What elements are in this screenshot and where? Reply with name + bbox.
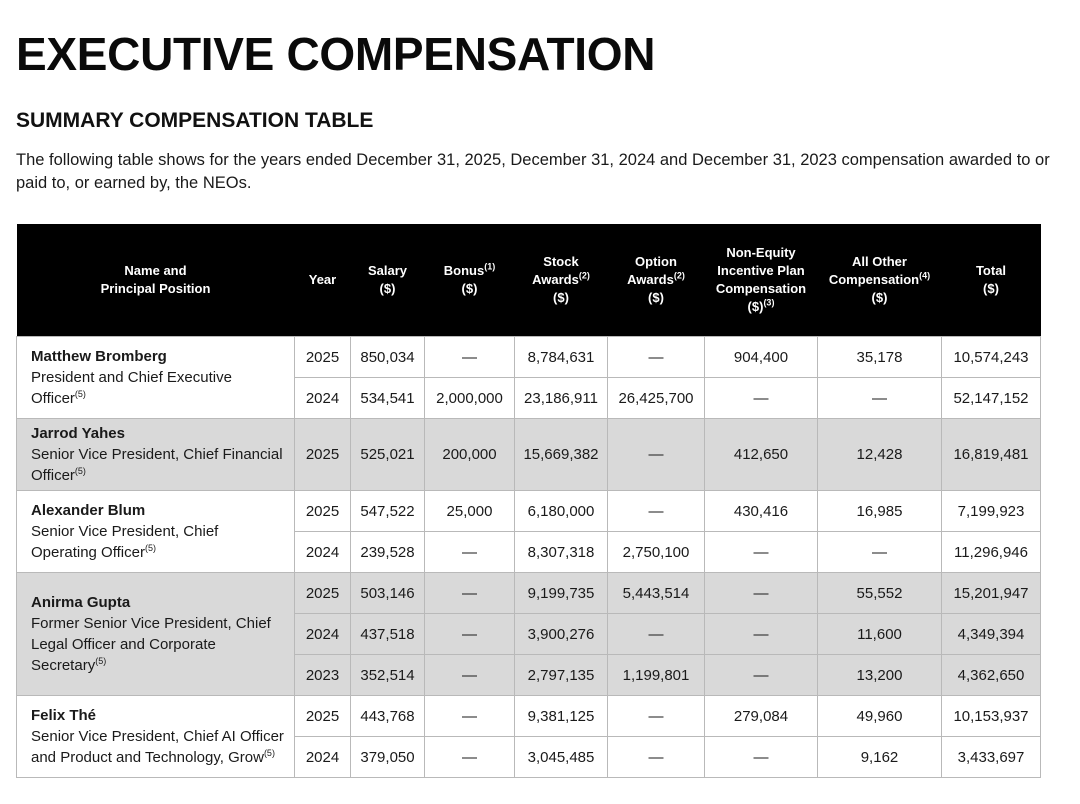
- cell-non-equity: 430,416: [705, 491, 818, 532]
- header-line: ($): [871, 290, 888, 305]
- cell-year: 2024: [295, 532, 351, 573]
- cell-option: —: [608, 337, 705, 378]
- cell-total: 10,574,243: [942, 337, 1041, 378]
- cell-bonus: —: [425, 737, 515, 778]
- header-line: Principal Position: [100, 281, 211, 296]
- footnote-marker: (5): [74, 389, 86, 399]
- cell-total: 7,199,923: [942, 491, 1041, 532]
- cell-all-other: 13,200: [818, 655, 942, 696]
- executive-name-position: [17, 419, 295, 491]
- header-line: Total: [975, 263, 1007, 278]
- header-line: Salary: [367, 263, 408, 278]
- column-header-salary: [351, 224, 425, 337]
- table-row: [17, 696, 1041, 737]
- cell-option: —: [608, 491, 705, 532]
- cell-option: —: [608, 419, 705, 491]
- table-row: [17, 573, 1041, 614]
- cell-salary: 379,050: [351, 737, 425, 778]
- footnote-marker: (1): [484, 261, 496, 272]
- header-line: ($): [747, 299, 764, 314]
- cell-year: 2025: [295, 337, 351, 378]
- column-header-year: [295, 224, 351, 337]
- header-line: Option: [635, 254, 677, 269]
- cell-non-equity: —: [705, 378, 818, 419]
- cell-total: 10,153,937: [942, 696, 1041, 737]
- cell-salary: 352,514: [351, 655, 425, 696]
- cell-salary: 525,021: [351, 419, 425, 491]
- cell-salary: 437,518: [351, 614, 425, 655]
- table-header-row: [17, 224, 1041, 337]
- cell-year: 2025: [295, 419, 351, 491]
- header-line: Year: [308, 272, 337, 287]
- cell-bonus: 25,000: [425, 491, 515, 532]
- cell-non-equity: —: [705, 655, 818, 696]
- executive-position: Senior Vice President, Chief Operating Officer: [31, 523, 219, 561]
- cell-non-equity: —: [705, 532, 818, 573]
- footnote-marker: (4): [919, 270, 931, 281]
- cell-all-other: 49,960: [818, 696, 942, 737]
- column-header-name: [17, 224, 295, 337]
- header-line: ($): [379, 281, 396, 296]
- cell-all-other: 55,552: [818, 573, 942, 614]
- cell-year: 2024: [295, 614, 351, 655]
- cell-year: 2023: [295, 655, 351, 696]
- cell-option: —: [608, 737, 705, 778]
- executive-name-position: [17, 337, 295, 419]
- cell-year: 2025: [295, 491, 351, 532]
- summary-compensation-table: [16, 224, 1041, 778]
- column-header-all-other: [818, 224, 942, 337]
- cell-non-equity: 904,400: [705, 337, 818, 378]
- cell-option: 26,425,700: [608, 378, 705, 419]
- cell-all-other: —: [818, 532, 942, 573]
- executive-name: Anirma Gupta: [31, 594, 131, 611]
- section-title: SUMMARY COMPENSATION TABLE: [16, 109, 374, 132]
- header-line: Compensation: [715, 281, 807, 296]
- executive-name-position: [17, 696, 295, 778]
- cell-option: 5,443,514: [608, 573, 705, 614]
- cell-non-equity: —: [705, 573, 818, 614]
- cell-all-other: 11,600: [818, 614, 942, 655]
- cell-bonus: —: [425, 696, 515, 737]
- cell-stock: 2,797,135: [515, 655, 608, 696]
- footnote-marker: (3): [763, 297, 775, 308]
- cell-stock: 8,784,631: [515, 337, 608, 378]
- header-line: Non-Equity: [726, 245, 796, 260]
- cell-all-other: —: [818, 378, 942, 419]
- header-line: All Other: [852, 254, 907, 269]
- cell-year: 2024: [295, 737, 351, 778]
- column-header-option: [608, 224, 705, 337]
- cell-total: 15,201,947: [942, 573, 1041, 614]
- cell-all-other: 12,428: [818, 419, 942, 491]
- cell-salary: 239,528: [351, 532, 425, 573]
- cell-bonus: —: [425, 614, 515, 655]
- cell-total: 11,296,946: [942, 532, 1041, 573]
- intro-paragraph: The following table shows for the years ended December 31, 2025, December 31, 2024 and December 31, 2023 compensation awarded to or paid to, or earned by, the NEOs.: [16, 151, 1050, 192]
- cell-option: —: [608, 614, 705, 655]
- footnote-marker: (2): [578, 270, 590, 281]
- table-row: [17, 491, 1041, 532]
- cell-salary: 547,522: [351, 491, 425, 532]
- header-line: Compensation: [828, 272, 920, 287]
- cell-salary: 850,034: [351, 337, 425, 378]
- cell-option: 1,199,801: [608, 655, 705, 696]
- cell-non-equity: 412,650: [705, 419, 818, 491]
- cell-year: 2025: [295, 696, 351, 737]
- cell-stock: 3,900,276: [515, 614, 608, 655]
- cell-salary: 443,768: [351, 696, 425, 737]
- column-header-stock: [515, 224, 608, 337]
- footnote-marker: (5): [263, 748, 275, 758]
- cell-stock: 6,180,000: [515, 491, 608, 532]
- cell-bonus: 200,000: [425, 419, 515, 491]
- cell-bonus: 2,000,000: [425, 378, 515, 419]
- executive-name: Matthew Bromberg: [31, 348, 167, 365]
- header-line: Bonus: [443, 263, 485, 278]
- cell-option: 2,750,100: [608, 532, 705, 573]
- header-line: Incentive Plan: [717, 263, 805, 278]
- footnote-marker: (5): [95, 656, 107, 666]
- cell-bonus: —: [425, 337, 515, 378]
- header-line: ($): [983, 281, 999, 296]
- executive-name: Jarrod Yahes: [31, 425, 125, 442]
- page-title: EXECUTIVE COMPENSATION: [16, 28, 656, 80]
- executive-position: Senior Vice President, Chief AI Officer and Product and Technology, Grow: [31, 728, 284, 766]
- header-line: ($): [648, 290, 664, 305]
- cell-total: 16,819,481: [942, 419, 1041, 491]
- executive-position: Former Senior Vice President, Chief Legal Officer and Corporate Secretary: [31, 615, 271, 674]
- column-header-non-equity: [705, 224, 818, 337]
- cell-year: 2024: [295, 378, 351, 419]
- cell-total: 4,362,650: [942, 655, 1041, 696]
- header-line: Stock: [543, 254, 579, 269]
- cell-stock: 8,307,318: [515, 532, 608, 573]
- header-line: Name and: [124, 263, 187, 278]
- cell-total: 52,147,152: [942, 378, 1041, 419]
- cell-stock: 15,669,382: [515, 419, 608, 491]
- executive-name-position: [17, 491, 295, 573]
- cell-non-equity: 279,084: [705, 696, 818, 737]
- footnote-marker: (5): [74, 466, 86, 476]
- cell-non-equity: —: [705, 737, 818, 778]
- executive-name: Alexander Blum: [31, 502, 146, 519]
- cell-stock: 9,199,735: [515, 573, 608, 614]
- table-body: [17, 337, 1041, 778]
- footnote-marker: (5): [144, 543, 156, 553]
- cell-salary: 503,146: [351, 573, 425, 614]
- table-row: [17, 337, 1041, 378]
- header-line: Awards: [532, 272, 579, 287]
- cell-all-other: 35,178: [818, 337, 942, 378]
- cell-stock: 9,381,125: [515, 696, 608, 737]
- cell-bonus: —: [425, 655, 515, 696]
- column-header-total: [942, 224, 1041, 337]
- cell-all-other: 9,162: [818, 737, 942, 778]
- cell-stock: 23,186,911: [515, 378, 608, 419]
- cell-stock: 3,045,485: [515, 737, 608, 778]
- executive-position: Senior Vice President, Chief Financial Officer: [31, 446, 283, 484]
- table-row: [17, 419, 1041, 491]
- executive-name-position: [17, 573, 295, 696]
- cell-bonus: —: [425, 573, 515, 614]
- cell-total: 3,433,697: [942, 737, 1041, 778]
- cell-all-other: 16,985: [818, 491, 942, 532]
- cell-year: 2025: [295, 573, 351, 614]
- header-line: Awards: [627, 272, 674, 287]
- executive-name: Felix Thé: [31, 707, 97, 724]
- footnote-marker: (2): [673, 270, 685, 281]
- header-line: ($): [461, 281, 478, 296]
- cell-salary: 534,541: [351, 378, 425, 419]
- cell-bonus: —: [425, 532, 515, 573]
- executive-position: President and Chief Executive Officer: [31, 369, 232, 407]
- column-header-bonus: [425, 224, 515, 337]
- cell-non-equity: —: [705, 614, 818, 655]
- header-line: ($): [553, 290, 569, 305]
- cell-option: —: [608, 696, 705, 737]
- cell-total: 4,349,394: [942, 614, 1041, 655]
